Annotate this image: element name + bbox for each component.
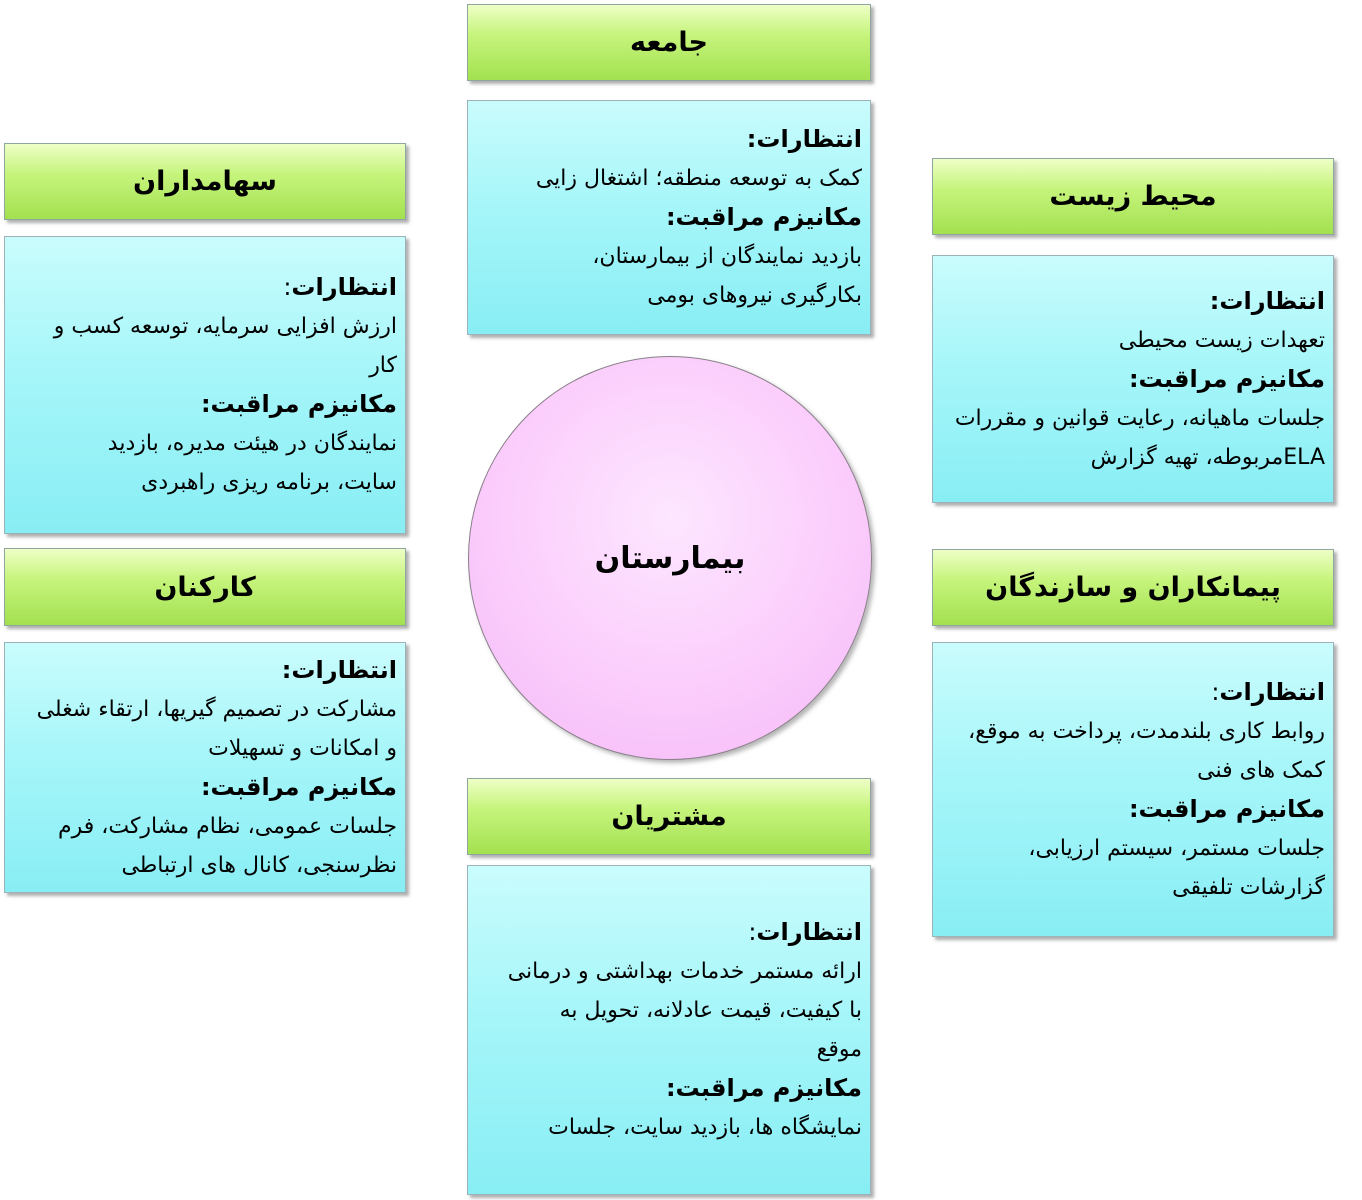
info-environment xyxy=(932,255,1334,503)
shareholders-mech-heading: مکانیزم مراقبت: xyxy=(200,390,397,418)
employees-expect-line: مشارکت در تصمیم گیریها، ارتقاء شغلی xyxy=(36,696,397,722)
employees-mech-line: نظرسنجی، کانال های ارتباطی xyxy=(121,852,397,878)
community-expect-line: کمک به توسعه منطقه؛ اشتغال زایی xyxy=(535,166,862,191)
title-shareholders-label: سهامداران xyxy=(133,166,277,197)
environment-mech-heading: مکانیزم مراقبت: xyxy=(1128,364,1325,393)
title-employees-label: کارکنان xyxy=(154,571,256,603)
community-mech-line: بازدید نمایندگان از بیمارستان، xyxy=(592,244,862,269)
hospital-label: بیمارستان xyxy=(594,540,746,576)
employees-expect-heading: انتظارات: xyxy=(281,655,397,684)
environment-expect-line: تعهدات زیست محیطی xyxy=(1118,327,1325,353)
info-customers xyxy=(467,865,871,1195)
title-community xyxy=(467,4,871,81)
community-mech-heading: مکانیزم مراقبت: xyxy=(665,203,862,231)
shareholders-mech-line: سایت، برنامه ریزی راهبردی xyxy=(141,470,397,495)
info-community xyxy=(467,100,871,335)
contractors-mech-line: گزارشات تلفیقی xyxy=(1172,874,1325,900)
environment-mech-line: ELAمربوطه، تهیه گزارش xyxy=(1090,444,1325,470)
customers-expect-line: موقع xyxy=(816,1037,862,1062)
customers-mech-line: نمایشگاه ها، بازدید سایت، جلسات xyxy=(548,1115,862,1140)
customers-expect-line: با کیفیت، قیمت عادلانه، تحویل به xyxy=(559,998,862,1023)
environment-expect-heading: انتظارات: xyxy=(1209,286,1325,315)
shareholders-expect-heading: انتظارات: xyxy=(283,273,397,301)
title-community-label: جامعه xyxy=(630,27,708,58)
contractors-mech-line: جلسات مستمر، سیستم ارزیابی، xyxy=(1028,835,1325,861)
info-contractors xyxy=(932,642,1334,937)
shareholders-mech-line: نمایندگان در هیئت مدیره، بازدید xyxy=(107,431,397,456)
employees-mech-line: جلسات عمومی، نظام مشارکت، فرم xyxy=(57,813,397,839)
title-customers xyxy=(467,778,871,855)
title-environment-label: محیط زیست xyxy=(1049,181,1217,212)
title-employees xyxy=(4,548,406,626)
contractors-expect-line: کمک های فنی xyxy=(1197,757,1325,783)
hospital-circle xyxy=(468,356,872,760)
shareholders-expect-line: کار xyxy=(369,353,397,378)
info-employees xyxy=(4,642,406,893)
community-expect-heading: انتظارات: xyxy=(746,125,862,153)
title-contractors xyxy=(932,549,1334,626)
contractors-expect-line: روابط کاری بلندمدت، پرداخت به موقع، xyxy=(968,718,1325,744)
shareholders-expect-line: ارزش افزایی سرمایه، توسعه کسب و xyxy=(53,314,397,339)
contractors-expect-heading: انتظارات: xyxy=(1211,677,1325,706)
title-environment xyxy=(932,158,1334,235)
employees-mech-heading: مکانیزم مراقبت: xyxy=(200,772,397,801)
info-shareholders xyxy=(4,236,406,534)
customers-expect-line: ارائه مستمر خدمات بهداشتی و درمانی xyxy=(507,959,862,984)
community-mech-line: بکارگیری نیروهای بومی xyxy=(647,283,862,308)
contractors-mech-heading: مکانیزم مراقبت: xyxy=(1128,794,1325,823)
customers-mech-heading: مکانیزم مراقبت: xyxy=(665,1074,862,1102)
employees-expect-line: و امکانات و تسهیلات xyxy=(208,735,397,761)
title-shareholders xyxy=(4,143,406,220)
environment-mech-line: جلسات ماهیانه، رعایت قوانین و مقررات xyxy=(954,405,1325,431)
title-customers-label: مشتریان xyxy=(611,801,727,832)
title-contractors-label: پیمانکاران و سازندگان xyxy=(985,572,1281,603)
customers-expect-heading: انتظارات: xyxy=(748,918,862,946)
